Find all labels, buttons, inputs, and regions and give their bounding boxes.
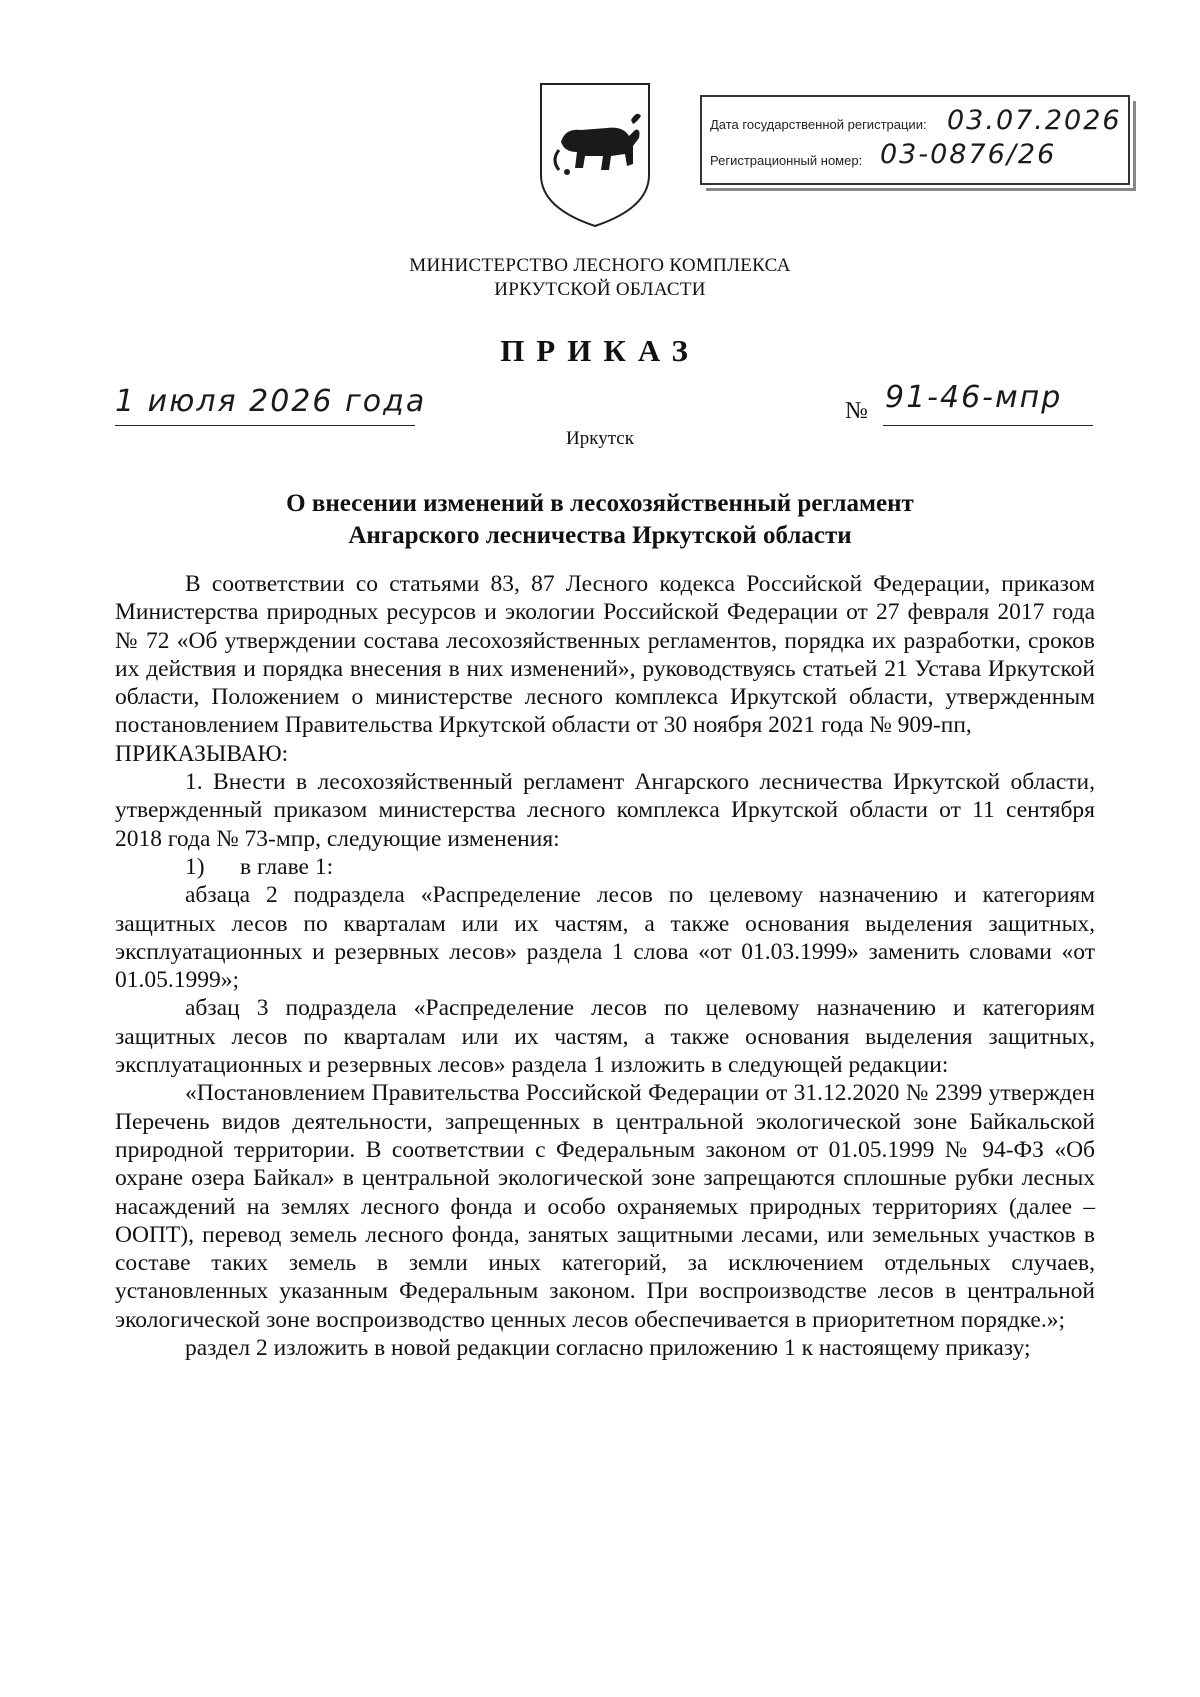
date-underline xyxy=(115,425,415,426)
clause-1-paragraph: 1. Внести в лесохозяйственный регламент Ангарского лесничества Иркутской области, утвержденный приказом министерства лесного комплекса Иркутской области от 11 сентября 2018 года № 73-мпр, следующие изменения: xyxy=(115,769,1095,852)
registration-stamp xyxy=(700,95,1130,185)
paragraph-abzac-3: абзац 3 подраздела «Распределение лесов по целевому назначению и категориям защитных лесов по кварталам или их частям, а также основания выделения защитных, эксплуатационных и резервных лесов» раздела 1 изложить в следующей редакции: xyxy=(115,995,1095,1079)
quoted-new-text: «Постановлением Правительства Российской Федерации от 31.12.2020 № 2399 утвержден Перечень видов деятельности, запрещенных в центральной экологической зоне Байкальской природной территории. В соответствии с Федеральным законом от 01.05.1999 № 94-ФЗ «Об охране озера Байкал» в центральной экологической зоне запрещаются сплошные рубки лесных насаждений на землях лесного фонда и особо охраняемых природных территориях (далее – ООПТ), перевод земель лесного фонда, занятых защитными лесами, или земельных участков в составе таких земель в земли иных категорий, за исключением отдельных случаев, установленных указанным Федеральным законом. При воспроизводстве лесов в центральной экологической зоне воспроизводство ценных лесов обеспечивается в приоритетном порядке.»; xyxy=(115,1080,1095,1333)
document-body xyxy=(115,570,1095,1362)
number-underline xyxy=(883,425,1093,426)
document-title xyxy=(0,488,1200,552)
title-line-2: Ангарского лесничества Иркутской области xyxy=(348,522,852,549)
registration-number-value: 03-0876/26 xyxy=(880,139,1057,170)
registration-date-label: Дата государственной регистрации: xyxy=(710,117,927,132)
paragraph-section-2: раздел 2 изложить в новой редакции согласно приложению 1 к настоящему приказу; xyxy=(185,1335,1031,1362)
subclause-1 xyxy=(115,853,1095,881)
paragraph-abzac-2: абзаца 2 подраздела «Распределение лесов по целевому назначению и категориям защитных лесов по кварталам или их частям, а также основания выделения защитных, эксплуатационных и резервных лесов» раздела 1 слова «от 01.03.1999» заменить словами «от 01.05.1999»; xyxy=(115,882,1095,994)
order-number: 91-46-мпр xyxy=(885,380,1063,415)
coat-of-arms-emblem xyxy=(537,80,653,230)
subclause-1-text: в главе 1: xyxy=(240,853,334,880)
ministry-line-2: ИРКУТСКОЙ ОБЛАСТИ xyxy=(494,279,706,300)
preamble-paragraph: В соответствии со статьями 83, 87 Лесного кодекса Российской Федерации, приказом Министерства природных ресурсов и экологии Российской Федерации от 27 февраля 2017 года № 72 «Об утверждении состава лесохозяйственных регламентов, порядка их разработки, сроков их действия и порядка внесения в них изменений», руководствуясь статьей 21 Устава Иркутской области, Положением о министерстве лесного комплекса Иркутской области, утвержденным постановлением Правительства Иркутской области от 30 ноября 2021 года № 909-пп, xyxy=(115,571,1095,739)
order-word: ПРИКАЗЫВАЮ: xyxy=(115,740,289,767)
registration-number-label: Регистрационный номер: xyxy=(710,153,863,168)
order-date: 1 июля 2026 года xyxy=(115,384,427,419)
document-type: ПРИКАЗ xyxy=(500,333,700,368)
ministry-name xyxy=(0,254,1200,302)
registration-date-value: 03.07.2026 xyxy=(947,105,1122,136)
number-sign: № xyxy=(845,398,868,424)
city: Иркутск xyxy=(566,428,634,449)
title-line-1: О внесении изменений в лесохозяйственный регламент xyxy=(286,490,914,517)
ministry-line-1: МИНИСТЕРСТВО ЛЕСНОГО КОМПЛЕКСА xyxy=(409,255,791,276)
subclause-1-label: 1) xyxy=(185,853,205,880)
